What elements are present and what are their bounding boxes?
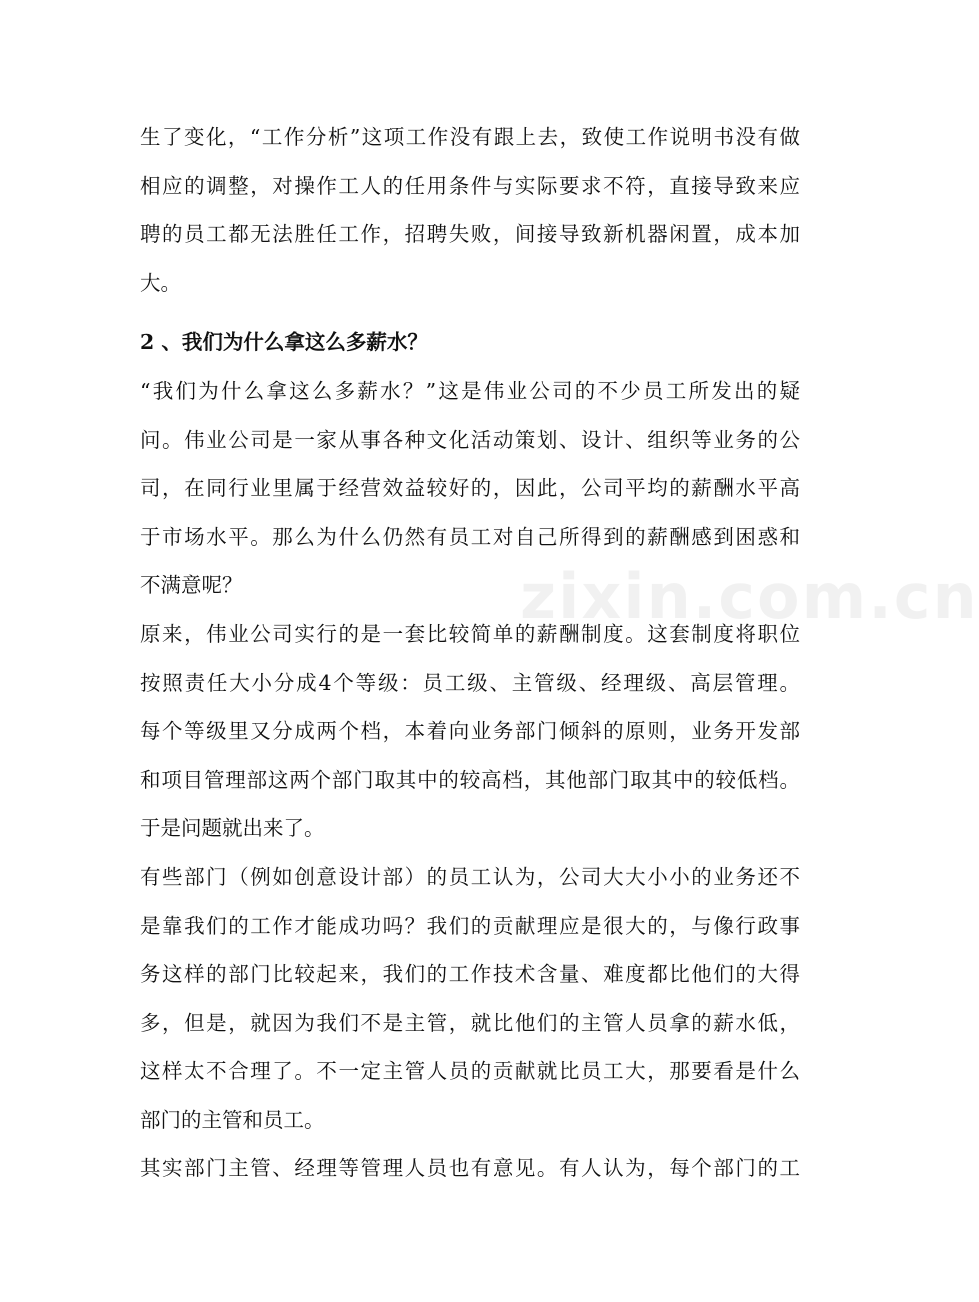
section-heading: 2 、我们为什么拿这么多薪水？: [140, 330, 428, 355]
text-line: 不满意呢？: [140, 573, 243, 598]
text-line: 原来，伟业公司实行的是一套比较简单的薪酬制度。这套制度将职位: [140, 621, 800, 646]
document-body: [140, 113, 800, 1193]
text-line: 于市场水平。那么为什么仍然有员工对自己所得到的薪酬感到困惑和: [140, 524, 800, 549]
paragraph-1: [140, 113, 800, 307]
text-line: 有些部门（例如创意设计部）的员工认为，公司大大小小的业务还不: [140, 864, 800, 889]
paragraph-5: [140, 1144, 800, 1193]
text-line: 于是问题就出来了。: [140, 816, 325, 841]
text-line: 聘的员工都无法胜任工作，招聘失败，间接导致新机器闲置，成本加: [140, 222, 800, 247]
text-line: 部门的主管和员工。: [140, 1107, 325, 1132]
paragraph-3: [140, 610, 800, 853]
watermark: zixin.com.cn: [520, 560, 979, 633]
text-line: 相应的调整，对操作工人的任用条件与实际要求不符，直接导致来应: [140, 173, 800, 198]
paragraph-gap: [140, 307, 800, 318]
text-line: “我们为什么拿这么多薪水？”这是伟业公司的不少员工所发出的疑: [140, 378, 800, 403]
text-line: 每个等级里又分成两个档，本着向业务部门倾斜的原则，业务开发部: [140, 719, 800, 744]
text-line: 这样太不合理了。不一定主管人员的贡献就比员工大，那要看是什么: [140, 1059, 800, 1084]
text-line: 按照责任大小分成4个等级：员工级、主管级、经理级、高层管理。: [140, 670, 800, 695]
paragraph-4: [140, 853, 800, 1145]
text-line: 问。伟业公司是一家从事各种文化活动策划、设计、组织等业务的公: [140, 427, 800, 452]
paragraph-2: [140, 367, 800, 610]
text-line: 司，在同行业里属于经营效益较好的，因此，公司平均的薪酬水平高: [140, 476, 800, 501]
text-line: 务这样的部门比较起来，我们的工作技术含量、难度都比他们的大得: [140, 962, 800, 987]
text-line: 是靠我们的工作才能成功吗？我们的贡献理应是很大的，与像行政事: [140, 913, 800, 938]
text-line: 和项目管理部这两个部门取其中的较高档，其他部门取其中的较低档。: [140, 767, 800, 792]
text-line: 生了变化，“工作分析”这项工作没有跟上去，致使工作说明书没有做: [140, 125, 800, 149]
text-line: 多，但是，就因为我们不是主管，就比他们的主管人员拿的薪水低，: [140, 1010, 800, 1035]
text-line: 其实部门主管、经理等管理人员也有意见。有人认为，每个部门的工: [140, 1156, 800, 1181]
text-line: 大。: [140, 270, 181, 295]
